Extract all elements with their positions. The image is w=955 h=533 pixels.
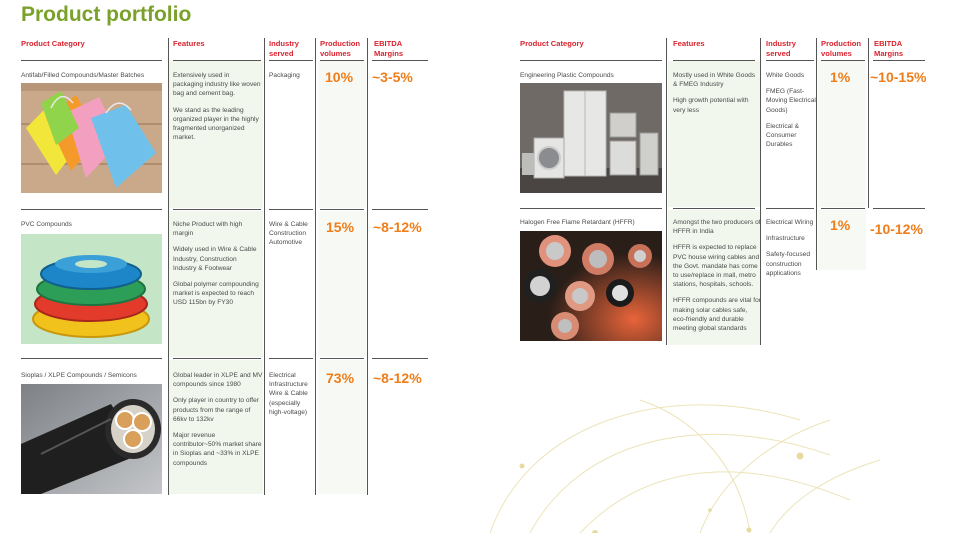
divider xyxy=(320,358,364,359)
industry-served: Electrical Wiring Infrastructure Safety-focused construction applications xyxy=(766,219,814,277)
divider xyxy=(673,208,755,209)
product-category: PVC Compounds xyxy=(21,221,72,228)
production-volume: 10% xyxy=(325,69,354,85)
divider xyxy=(173,358,261,359)
header-product-category: Product Category xyxy=(21,39,85,48)
column-divider xyxy=(168,38,169,495)
header-ebitda-margins: EBITDA Margins xyxy=(374,39,404,58)
ebitda-margin: ~8-12% xyxy=(373,219,422,235)
divider xyxy=(821,60,865,61)
features-text: Niche Product with high margin Widely used in Wire & Cable Industry, Construction Industry & Footwear Global polymer compounding market is expected to reach USD 115bn by FY30 xyxy=(173,221,259,307)
product-category: Sioplas / XLPE Compounds / Semicons xyxy=(21,372,137,379)
header-industry-served: Industry served xyxy=(269,39,299,58)
decorative-arcs xyxy=(470,360,955,533)
xlpe-cable-image xyxy=(21,384,162,494)
header-features: Features xyxy=(173,39,205,48)
divider xyxy=(173,60,261,61)
industry-served: White Goods FMEG (Fast-Moving Electrical Goods) Electrical & Consumer Durables xyxy=(766,72,816,149)
divider xyxy=(269,60,313,61)
divider xyxy=(873,60,925,61)
divider xyxy=(372,358,428,359)
header-production-volumes: Production volumes xyxy=(821,39,862,58)
divider xyxy=(320,60,364,61)
production-volume: 1% xyxy=(830,69,851,85)
divider xyxy=(821,208,865,209)
ebitda-margin: ~8-12% xyxy=(373,370,422,386)
column-divider xyxy=(666,38,667,345)
features-text: Amongst the two producers of HFFR in India HFFR is expected to replace PVC house wiring cables and the Govt. mandate has come to use/replace in mall, metro stations, hospitals, schools. HFFR compounds are vital for making solar cables safe, eco-friendly and durable meeting global standards xyxy=(673,219,761,333)
ebitda-margin: -10-12% xyxy=(870,221,923,237)
production-volume: 73% xyxy=(326,370,355,386)
divider xyxy=(372,209,428,210)
header-ebitda-margins: EBITDA Margins xyxy=(874,39,904,58)
features-text: Global leader in XLPE and MV compounds since 1980 Only player in country to offer products from the range of 66kv to 132kv Major revenue contributor~50% market share in Sioplas and ~33% in XLPE compounds xyxy=(173,372,263,467)
divider xyxy=(520,208,662,209)
header-product-category: Product Category xyxy=(520,39,584,48)
header-production-volumes: Production volumes xyxy=(320,39,361,58)
features-text: Mostly used in White Goods & FMEG Industry High growth potential with very less xyxy=(673,72,756,114)
production-volume: 1% xyxy=(830,217,851,233)
features-text: Extensively used in packaging industry like woven bag and cement bag. We stand as the leading organized player in the highly fragmented unorganized market. xyxy=(173,72,261,142)
header-features: Features xyxy=(673,39,705,48)
production-volume: 15% xyxy=(326,219,355,235)
divider xyxy=(269,358,313,359)
page-title: Product portfolio xyxy=(21,3,192,26)
product-category: Halogen Free Flame Retardant (HFFR) xyxy=(520,219,635,226)
column-divider xyxy=(315,38,316,495)
colorful-bags-image xyxy=(21,83,162,193)
divider xyxy=(873,208,925,209)
divider xyxy=(173,209,261,210)
divider xyxy=(520,60,662,61)
divider xyxy=(766,60,814,61)
wire-coils-image xyxy=(21,234,162,344)
divider xyxy=(21,60,162,61)
hffr-cables-image xyxy=(520,231,662,341)
ebitda-margin: ~3-5% xyxy=(372,69,413,85)
industry-served: Packaging xyxy=(269,72,300,79)
divider xyxy=(269,209,313,210)
divider xyxy=(673,60,755,61)
divider xyxy=(21,209,162,210)
header-industry-served: Industry served xyxy=(766,39,796,58)
industry-served: Wire & Cable Construction Automotive xyxy=(269,221,308,247)
product-category: Engineering Plastic Compounds xyxy=(520,72,614,79)
column-divider xyxy=(367,38,368,495)
product-category: Antifab/Filled Compounds/Master Batches xyxy=(21,72,145,79)
column-divider xyxy=(868,38,869,208)
divider xyxy=(320,209,364,210)
industry-served: Electrical Infrastructure Wire & Cable (especially high-voltage) xyxy=(269,372,308,416)
divider xyxy=(372,60,428,61)
ebitda-margin: ~10-15% xyxy=(870,69,927,85)
divider xyxy=(21,358,162,359)
home-appliances-image xyxy=(520,83,662,193)
divider xyxy=(766,208,814,209)
